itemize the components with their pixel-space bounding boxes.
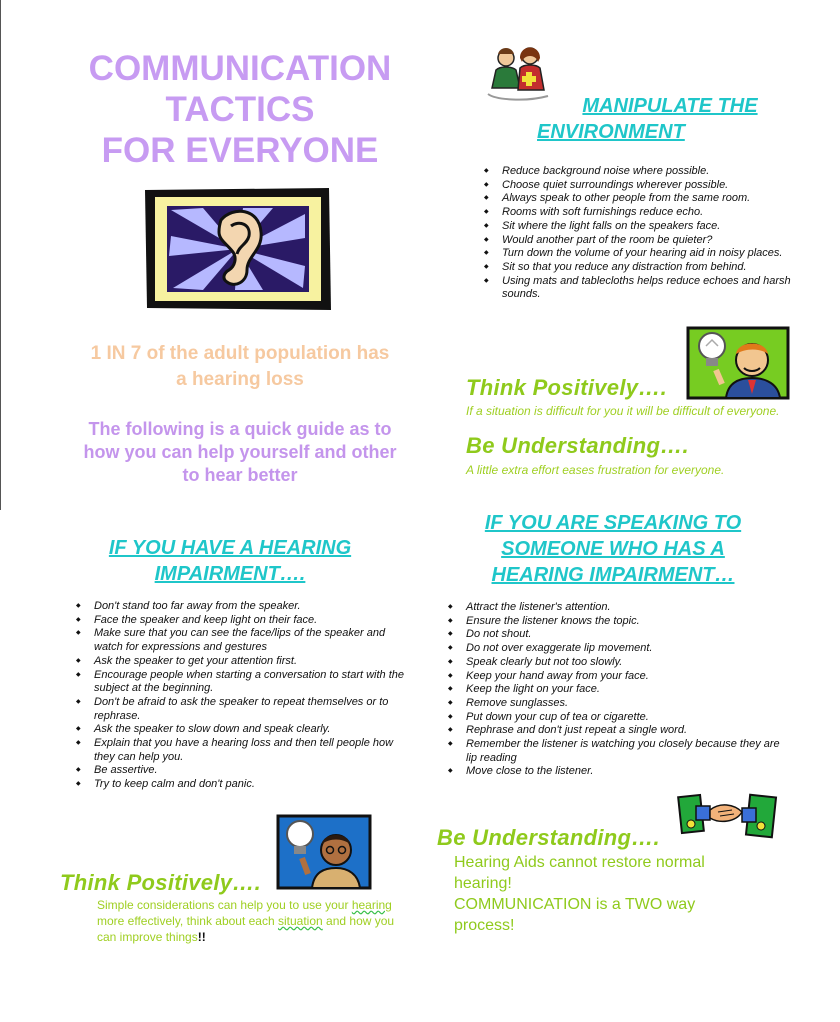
list-item: ◆ Rephrase and don't just repeat a single word. bbox=[466, 724, 784, 738]
guide-text: The following is a quick guide as to how you can help yourself and other to hear better bbox=[83, 419, 397, 485]
list-item: ◆ Using mats and tablecloths helps reduce echoes and harsh sounds. bbox=[502, 275, 800, 302]
list-item: ◆ Make sure that you can see the face/lips of the speaker and watch for expressions and gestures bbox=[94, 627, 412, 654]
list-item: ◆ Do not shout. bbox=[466, 628, 784, 642]
be-understanding-text-2: Hearing Aids cannot restore normal hearing! COMMUNICATION is a TWO way process! bbox=[454, 854, 705, 934]
page-title bbox=[60, 48, 420, 171]
list-item: ◆ Face the speaker and keep light on their face. bbox=[94, 614, 412, 628]
list-item: ◆ Put down your cup of tea or cigarette. bbox=[466, 711, 784, 725]
be-understanding-text: A little extra effort eases frustration for everyone. bbox=[466, 463, 725, 477]
list-item: ◆ Reduce background noise where possible. bbox=[502, 165, 800, 179]
title-line-3: FOR EVERYONE bbox=[101, 131, 379, 170]
list-item: ◆ Remove sunglasses. bbox=[466, 697, 784, 711]
list-item: ◆ Keep your hand away from your face. bbox=[466, 670, 784, 684]
think-positively-heading: Think Positively…. bbox=[466, 375, 668, 400]
list-item: ◆ Attract the listener's attention. bbox=[466, 601, 784, 615]
hearing-impairment-tips-list bbox=[72, 600, 412, 792]
list-item: ◆ Remember the listener is watching you closely because they are lip reading bbox=[466, 738, 784, 765]
list-item: ◆ Explain that you have a hearing loss and then tell people how they can help you. bbox=[94, 737, 412, 764]
list-item: ◆ Encourage people when starting a conversation to start with the subject at the beginning. bbox=[94, 669, 412, 696]
speaking-tips-list bbox=[444, 601, 784, 779]
list-item: ◆ Do not over exaggerate lip movement. bbox=[466, 642, 784, 656]
list-item: ◆ Be assertive. bbox=[94, 764, 412, 778]
list-item: ◆ Ask the speaker to get your attention first. bbox=[94, 655, 412, 669]
hearing-impairment-heading: IF YOU HAVE A HEARING IMPAIRMENT…. bbox=[108, 537, 352, 585]
list-item: ◆ Sit where the light falls on the speakers face. bbox=[502, 220, 800, 234]
title-line-2: TACTICS bbox=[165, 90, 315, 129]
speaking-heading: IF YOU ARE SPEAKING TO SOMEONE WHO HAS A HEARING IMPAIRMENT… bbox=[484, 512, 742, 586]
lightbulb-man-clipart-icon bbox=[686, 324, 790, 400]
list-item: ◆ Would another part of the room be quieter? bbox=[502, 234, 800, 248]
be-understanding-heading: Be Understanding…. bbox=[466, 433, 689, 458]
list-item: ◆ Ensure the listener knows the topic. bbox=[466, 615, 784, 629]
list-item: ◆ Keep the light on your face. bbox=[466, 683, 784, 697]
list-item: ◆ Rooms with soft furnishings reduce echo. bbox=[502, 206, 800, 220]
statistic-text: 1 IN 7 of the adult population has a hearing loss bbox=[90, 343, 390, 390]
list-item: ◆ Turn down the volume of your hearing aid in noisy places. bbox=[502, 247, 800, 261]
list-item: ◆ Ask the speaker to slow down and speak clearly. bbox=[94, 723, 412, 737]
list-item: ◆ Choose quiet surroundings wherever possible. bbox=[502, 179, 800, 193]
think-positively-heading-2: Think Positively…. bbox=[60, 870, 262, 895]
title-line-1: COMMUNICATION bbox=[88, 49, 392, 88]
list-item: ◆ Speak clearly but not too slowly. bbox=[466, 656, 784, 670]
list-item: ◆ Move close to the listener. bbox=[466, 765, 784, 779]
handshake-money-clipart-icon bbox=[676, 790, 780, 842]
think-positively-text-2: Simple considerations can help you to use your hearing more effectively, think about each situation and how you can improve things!! bbox=[97, 898, 395, 944]
list-item: ◆ Don't stand too far away from the speaker. bbox=[94, 600, 412, 614]
environment-heading: MANIPULATE THE ENVIRONMENT bbox=[537, 95, 758, 143]
think-positively-text: If a situation is difficult for you it will be difficult of everyone. bbox=[466, 404, 780, 418]
page-left-border bbox=[0, 0, 1, 510]
list-item: ◆ Sit so that you reduce any distraction from behind. bbox=[502, 261, 800, 275]
environment-tips-list bbox=[480, 165, 800, 302]
list-item: ◆ Always speak to other people from the same room. bbox=[502, 192, 800, 206]
be-understanding-heading-2: Be Understanding…. bbox=[437, 825, 660, 850]
list-item: ◆ Don't be afraid to ask the speaker to repeat themselves or to rephrase. bbox=[94, 696, 412, 723]
lightbulb-man-clipart-icon-2 bbox=[276, 812, 372, 890]
list-item: ◆ Try to keep calm and don't panic. bbox=[94, 778, 412, 792]
ear-clipart-icon bbox=[143, 186, 333, 312]
